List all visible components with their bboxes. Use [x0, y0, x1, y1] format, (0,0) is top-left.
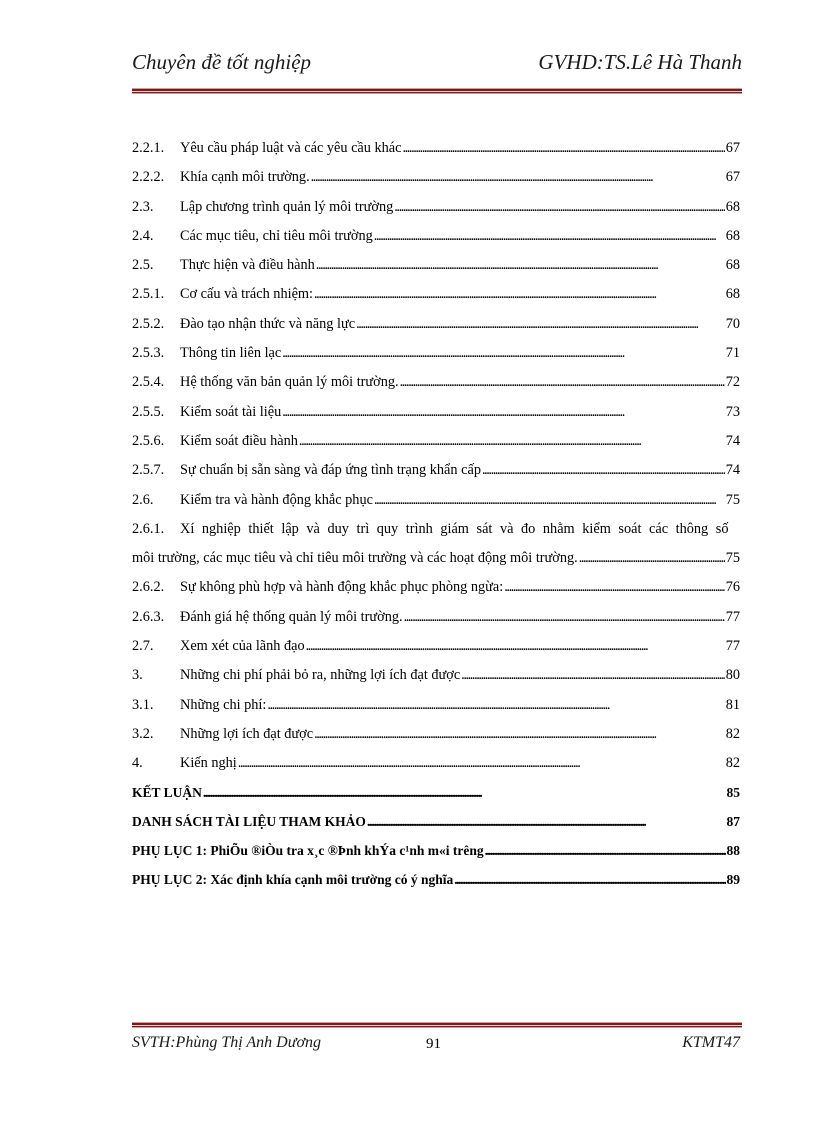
toc-number: 2.5.3. [132, 345, 165, 362]
toc-entry-references[interactable] [132, 814, 740, 843]
toc-title: môi trường, các mục tiêu và chỉ tiêu môi trường và các hoạt động môi trường. [132, 550, 578, 567]
toc-number: 3.1. [132, 696, 154, 713]
toc-leader [579, 550, 725, 567]
toc-leader [282, 345, 724, 362]
toc-entry[interactable] [132, 462, 740, 491]
toc-entry[interactable] [132, 286, 740, 315]
toc-page: 88 [726, 843, 740, 859]
toc-leader [356, 316, 725, 333]
toc-number: 2.5.1. [132, 286, 165, 303]
toc-entry[interactable] [132, 404, 740, 433]
toc-leader [267, 697, 724, 714]
toc-title: Kiểm soát điều hành [180, 432, 298, 449]
toc-page: 76 [725, 579, 740, 596]
toc-page: 68 [725, 286, 740, 303]
toc-page: 85 [726, 784, 740, 800]
toc-page: 74 [725, 432, 740, 449]
toc-number: 2.5. [132, 257, 154, 274]
toc-number: 2.6.1. [132, 520, 165, 537]
toc-entry-wrapped-second-line[interactable] [132, 550, 740, 579]
toc-leader [374, 228, 725, 245]
toc-page: 70 [725, 315, 740, 332]
toc-number: 2.7. [132, 638, 154, 655]
toc-title: Lập chương trình quản lý môi trường [180, 198, 394, 215]
toc-leader [311, 169, 725, 186]
toc-number: 2.6.3. [132, 608, 165, 625]
footer-author: SVTH:Phùng Thị Anh Dương [132, 1034, 321, 1051]
toc-entry[interactable] [132, 345, 740, 374]
toc-leader [404, 609, 725, 626]
page-number: 91 [426, 1036, 441, 1052]
toc-entry[interactable] [132, 638, 740, 667]
toc-page: 80 [725, 667, 740, 684]
toc-number: 3. [132, 667, 143, 684]
toc-page: 68 [725, 227, 740, 244]
toc-entry[interactable] [132, 579, 740, 608]
toc-number: 2.5.6. [132, 432, 165, 449]
toc-leader [316, 257, 725, 274]
toc-page: 82 [725, 755, 740, 772]
toc-page: 67 [725, 140, 740, 156]
toc-title: Khía cạnh môi trường. [180, 169, 310, 186]
toc-number: 2.5.5. [132, 403, 165, 420]
toc-title: Xí nghiệp thiết lập và duy trì quy trình giám sát và đo nhằm kiểm soát các thông số [180, 520, 729, 537]
toc-leader [374, 492, 725, 509]
toc-title: Sự chuẩn bị sẵn sàng và đáp ứng tình trạng khẩn cấp [180, 462, 481, 479]
toc-number: 2.5.2. [132, 315, 165, 332]
toc-entry[interactable] [132, 609, 740, 638]
toc-page: 77 [725, 608, 740, 625]
toc-title: Sự không phù hợp và hành động khắc phục phòng ngừa: [180, 579, 504, 596]
toc-page: 81 [725, 696, 740, 713]
toc-number: 2.5.4. [132, 374, 165, 391]
toc-title: Thông tin liên lạc [180, 345, 282, 362]
toc-entry[interactable] [132, 492, 740, 521]
header-rule [132, 88, 742, 94]
toc-title: Những chi phí: [180, 696, 267, 713]
toc-title: Xem xét của lãnh đạo [180, 638, 305, 655]
footer-class: KTMT47 [682, 1034, 740, 1051]
toc-entry[interactable] [132, 169, 740, 198]
toc-page: 74 [725, 462, 740, 479]
toc-entry[interactable] [132, 257, 740, 286]
toc-page: 73 [725, 403, 740, 420]
toc-leader [314, 286, 725, 303]
toc-title: Đào tạo nhận thức và năng lực [180, 315, 356, 332]
toc-leader [504, 579, 724, 596]
toc-page: 77 [725, 638, 740, 655]
toc-entry-wrapped-first-line[interactable] [132, 521, 740, 550]
toc-number: 2.6. [132, 491, 154, 508]
toc-leader [482, 462, 725, 479]
toc-number: 4. [132, 755, 143, 772]
toc-title: Những lợi ích đạt được [180, 725, 314, 742]
toc-entry[interactable] [132, 755, 740, 784]
toc-leader [314, 726, 725, 743]
toc-leader [238, 755, 725, 772]
toc-number: 2.4. [132, 227, 154, 244]
toc-title: KẾT LUẬN [132, 784, 202, 800]
toc-leader [306, 638, 725, 655]
toc-title: Những chi phí phải bỏ ra, những lợi ích đạt được [180, 667, 461, 684]
toc-entry-appendix-2[interactable] [132, 872, 740, 901]
toc-entry[interactable] [132, 697, 740, 726]
toc-page: 89 [726, 872, 740, 888]
toc-entry-appendix-1[interactable] [132, 843, 740, 872]
toc-leader [394, 199, 724, 216]
toc-leader [299, 433, 725, 450]
toc-leader [282, 404, 724, 421]
toc-entry-conclusion[interactable] [132, 785, 740, 814]
header-title: Chuyên đề tốt nghiệp [132, 50, 312, 74]
toc-leader [367, 814, 726, 830]
toc-page: 68 [725, 198, 740, 215]
toc-entry[interactable] [132, 199, 740, 228]
toc-entry[interactable] [132, 228, 740, 257]
toc-title: DANH SÁCH TÀI LIỆU THAM KHẢO [132, 813, 366, 829]
toc-title: PHỤ LỤC 1: PhiÕu ®iÒu tra x¸c ®Þnh khÝa c¹nh m«i trêng [132, 843, 484, 859]
toc-title: Cơ cấu và trách nhiệm: [180, 286, 314, 303]
toc-page: 75 [725, 550, 740, 567]
toc-title: PHỤ LỤC 2: Xác định khía cạnh môi trường có ý nghĩa [132, 872, 454, 888]
toc-entry[interactable] [132, 726, 740, 755]
toc-entry[interactable] [132, 667, 740, 696]
toc-page: 87 [726, 813, 740, 829]
toc-number: 3.2. [132, 725, 154, 742]
toc-page: 67 [725, 169, 740, 186]
toc-number: 2.2.2. [132, 169, 165, 186]
footer-rule [132, 1022, 742, 1028]
toc-entry[interactable] [132, 316, 740, 345]
toc-leader [461, 667, 725, 684]
toc-entry[interactable] [132, 433, 740, 462]
toc-number: 2.5.7. [132, 462, 165, 479]
toc-title: Yêu cầu pháp luật và các yêu cầu khác [180, 140, 402, 156]
toc-page: 68 [725, 257, 740, 274]
page-header [132, 48, 742, 82]
table-of-contents [132, 140, 740, 902]
toc-title: Hệ thống văn bản quản lý môi trường. [180, 374, 399, 391]
toc-leader [454, 872, 725, 888]
toc-title: Các mục tiêu, chỉ tiêu môi trường [180, 227, 373, 244]
toc-leader [485, 843, 726, 859]
toc-page: 71 [725, 345, 740, 362]
toc-number: 2.6.2. [132, 579, 165, 596]
toc-page: 72 [725, 374, 740, 391]
toc-page: 75 [725, 491, 740, 508]
toc-leader [203, 785, 726, 801]
toc-title: Kiểm tra và hành động khắc phục [180, 491, 373, 508]
toc-title: Đánh giá hệ thống quản lý môi trường. [180, 608, 403, 625]
toc-number: 2.3. [132, 198, 154, 215]
toc-number: 2.2.1. [132, 140, 165, 156]
toc-title: Kiến nghị [180, 755, 237, 772]
toc-title: Thực hiện và điều hành [180, 257, 315, 274]
toc-leader [402, 140, 724, 157]
toc-leader [400, 374, 725, 391]
toc-entry[interactable] [132, 374, 740, 403]
toc-title: Kiểm soát tài liệu [180, 403, 282, 420]
toc-entry[interactable] [132, 140, 740, 169]
header-advisor: GVHD:TS.Lê Hà Thanh [538, 50, 742, 74]
toc-page: 82 [725, 725, 740, 742]
